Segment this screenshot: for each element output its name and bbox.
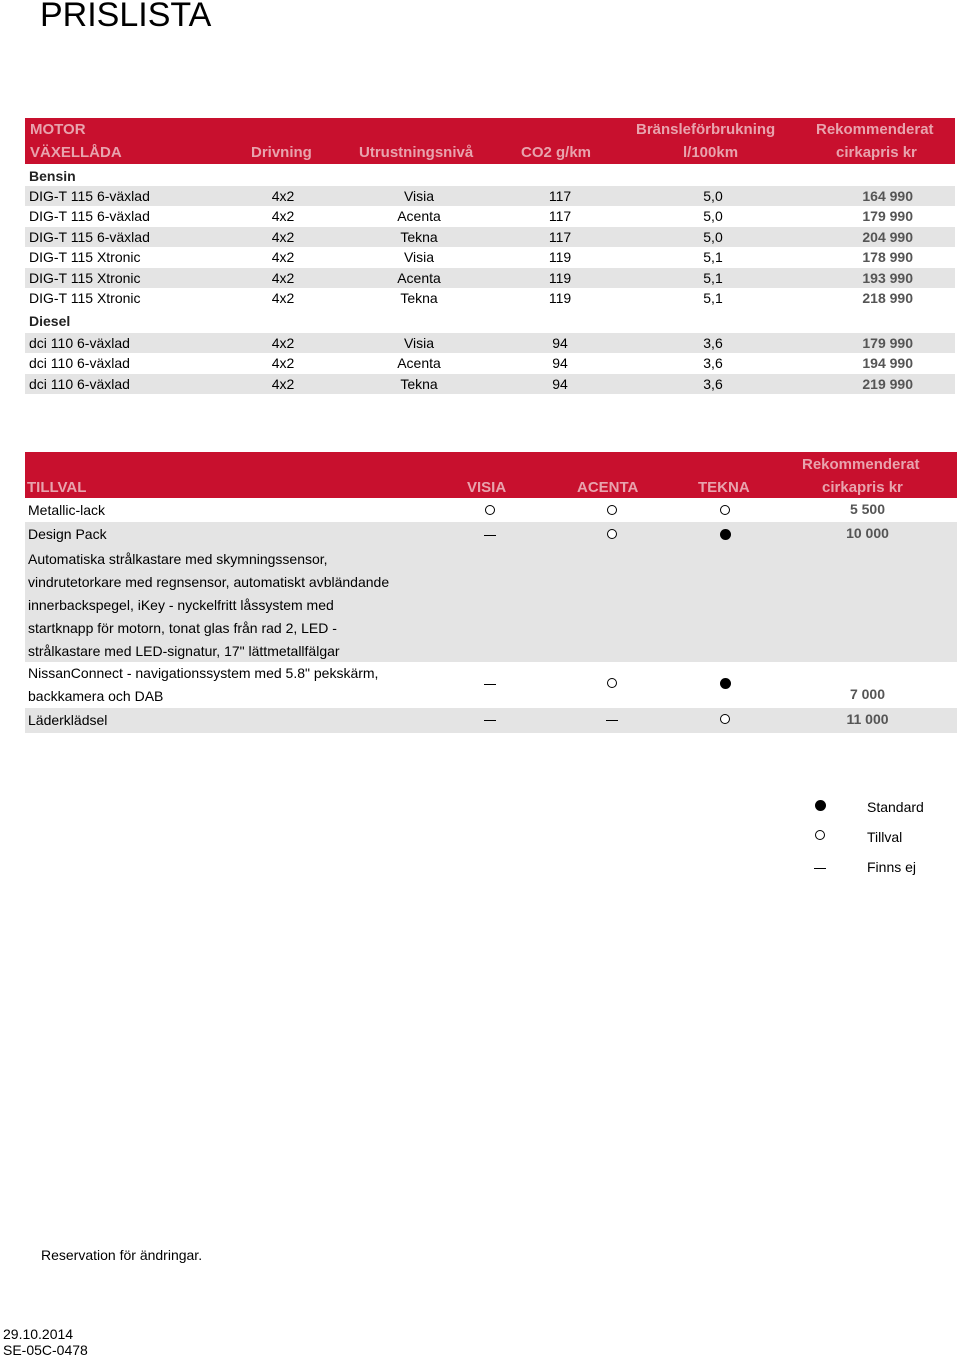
finns-ej-dash-icon [484,535,496,536]
fuel-cell: 5,1 [703,249,723,266]
engine-cell: DIG-T 115 6-växlad [29,188,150,204]
table-row [25,353,955,373]
tillval-circle-icon [815,830,825,840]
header-tillval: TILLVAL [27,479,87,496]
header-fuel-unit: l/100km [683,144,739,161]
option-description-line: NissanConnect - navigationssystem med 5.8" pekskärm, [28,665,379,681]
option-description [28,499,105,522]
finns-ej-dash-icon [606,720,618,721]
fuel-cell: 3,6 [703,375,723,392]
trim-level-cell: Acenta [397,355,441,372]
header-vaxellada: VÄXELLÅDA [30,144,122,161]
price-cell: 179 990 [862,208,913,225]
option-row [25,708,957,733]
drive-cell: 4x2 [271,208,295,225]
group-label: Diesel [29,313,71,329]
trim-level-cell: Acenta [397,208,441,225]
price-cell: 204 990 [862,228,913,245]
option-price: 7 000 [849,686,886,702]
trim-level-cell: Visia [403,249,435,266]
tillval-circle-icon [607,505,617,515]
engine-cell: DIG-T 115 Xtronic [29,290,141,306]
header-price-unit: cirkapris kr [836,144,917,161]
trim-level-cell: Acenta [397,269,441,286]
option-price: 5 500 [849,501,886,517]
header-motor: MOTOR [30,121,86,138]
co2-cell: 94 [552,355,568,372]
option-row [25,522,957,546]
option-description-line: Läderklädsel [28,712,108,728]
header-drivning: Drivning [251,144,312,161]
tillval-circle-icon [485,505,495,515]
finns-ej-dash-icon [814,868,826,869]
fuel-cell: 3,6 [703,355,723,372]
table-row [25,186,955,206]
co2-cell: 117 [548,228,572,245]
header-visia: VISIA [467,479,507,496]
fuel-cell: 5,0 [703,208,723,225]
drive-cell: 4x2 [271,290,295,306]
drive-cell: 4x2 [271,249,295,266]
header-utrustningsniva: Utrustningsnivå [359,144,474,161]
option-description-line: Metallic-lack [28,502,106,518]
trim-level-cell: Visia [403,335,435,351]
price-cell: 178 990 [862,249,913,266]
option-row [25,499,957,522]
header-acenta: ACENTA [577,479,639,496]
drive-cell: 4x2 [271,269,295,286]
engine-cell: dci 110 6-växlad [29,335,130,351]
option-description-line: backkamera och DAB [28,688,164,704]
legend-tillval: Tillval [867,829,903,845]
option-price: 10 000 [846,525,889,541]
engine-cell: DIG-T 115 6-växlad [29,228,150,245]
drive-cell: 4x2 [271,355,295,372]
options-table-header [25,452,957,498]
finns-ej-dash-icon [484,720,496,721]
table-row [25,227,955,247]
fuel-cell: 3,6 [703,335,723,351]
tillval-circle-icon [607,529,617,539]
table-row [25,333,955,353]
price-cell: 179 990 [862,335,913,351]
option-description-line: strålkastare med LED-signatur, 17" lättmetallfälgar [28,643,340,659]
drive-cell: 4x2 [271,228,295,245]
standard-dot-icon [720,678,731,689]
co2-cell: 119 [548,249,572,266]
option-description [28,662,378,708]
table-row [25,268,955,288]
table-row [25,206,955,226]
reservation-note: Reservation för ändringar. [41,1247,203,1263]
price-cell: 194 990 [862,355,913,372]
drive-cell: 4x2 [271,335,295,351]
co2-cell: 119 [548,269,572,286]
finns-ej-dash-icon [484,684,496,685]
option-description [28,709,107,732]
co2-cell: 117 [548,188,572,204]
engine-cell: DIG-T 115 6-växlad [29,208,150,225]
price-cell: 164 990 [862,188,913,204]
option-description-line: Design Pack [28,526,107,542]
option-description-line: Automatiska strålkastare med skymningssensor, [28,551,328,567]
option-description-line: vindrutetorkare med regnsensor, automatiskt avbländande [28,574,390,590]
fuel-cell: 5,0 [703,188,723,204]
header-tekna: TEKNA [698,479,750,496]
drive-cell: 4x2 [271,375,295,392]
standard-dot-icon [720,529,731,540]
table-row [25,288,955,308]
price-cell: 219 990 [862,375,913,392]
table-row [25,374,955,394]
trim-level-cell: Tekna [400,375,438,392]
legend-finns-ej: Finns ej [867,859,917,875]
fuel-cell: 5,0 [703,228,723,245]
option-description [28,548,389,663]
table-row [25,247,955,267]
header-co2: CO2 g/km [521,144,592,161]
header-price: Rekommenderat [816,121,934,138]
option-description-line: startknapp för motorn, tonat glas från rad 2, LED - [28,620,337,636]
option-price: 11 000 [846,711,889,727]
option-description-line: innerbackspegel, iKey - nyckelfritt låssystem med [28,597,334,613]
group-label: Bensin [29,168,76,184]
option-description [28,523,107,546]
trim-level-cell: Tekna [400,290,438,306]
engine-cell: dci 110 6-växlad [29,355,130,372]
tillval-circle-icon [607,678,617,688]
header-fuel: Bränsleförbrukning [636,121,776,138]
trim-level-cell: Visia [403,188,435,204]
co2-cell: 94 [552,375,568,392]
header-opt-price: Rekommenderat [802,456,920,473]
co2-cell: 119 [548,290,572,306]
co2-cell: 94 [552,335,568,351]
co2-cell: 117 [548,208,572,225]
page-title: PRISLISTA [40,0,212,34]
fuel-cell: 5,1 [703,269,723,286]
fuel-cell: 5,1 [703,290,723,306]
engine-cell: DIG-T 115 Xtronic [29,249,141,266]
engine-cell: dci 110 6-växlad [29,375,130,392]
legend-standard: Standard [867,799,924,815]
document-code: SE-05C-0478 [3,1342,88,1358]
price-cell: 193 990 [862,269,913,286]
tillval-circle-icon [720,714,730,724]
option-row [25,546,957,662]
document-date: 29.10.2014 [3,1326,74,1342]
option-row [25,662,957,708]
header-opt-price-unit: cirkapris kr [822,479,903,496]
price-table-header [25,118,955,164]
trim-level-cell: Tekna [400,228,438,245]
drive-cell: 4x2 [271,188,295,204]
standard-dot-icon [815,800,826,811]
tillval-circle-icon [720,505,730,515]
engine-cell: DIG-T 115 Xtronic [29,269,141,286]
price-cell: 218 990 [862,290,913,306]
